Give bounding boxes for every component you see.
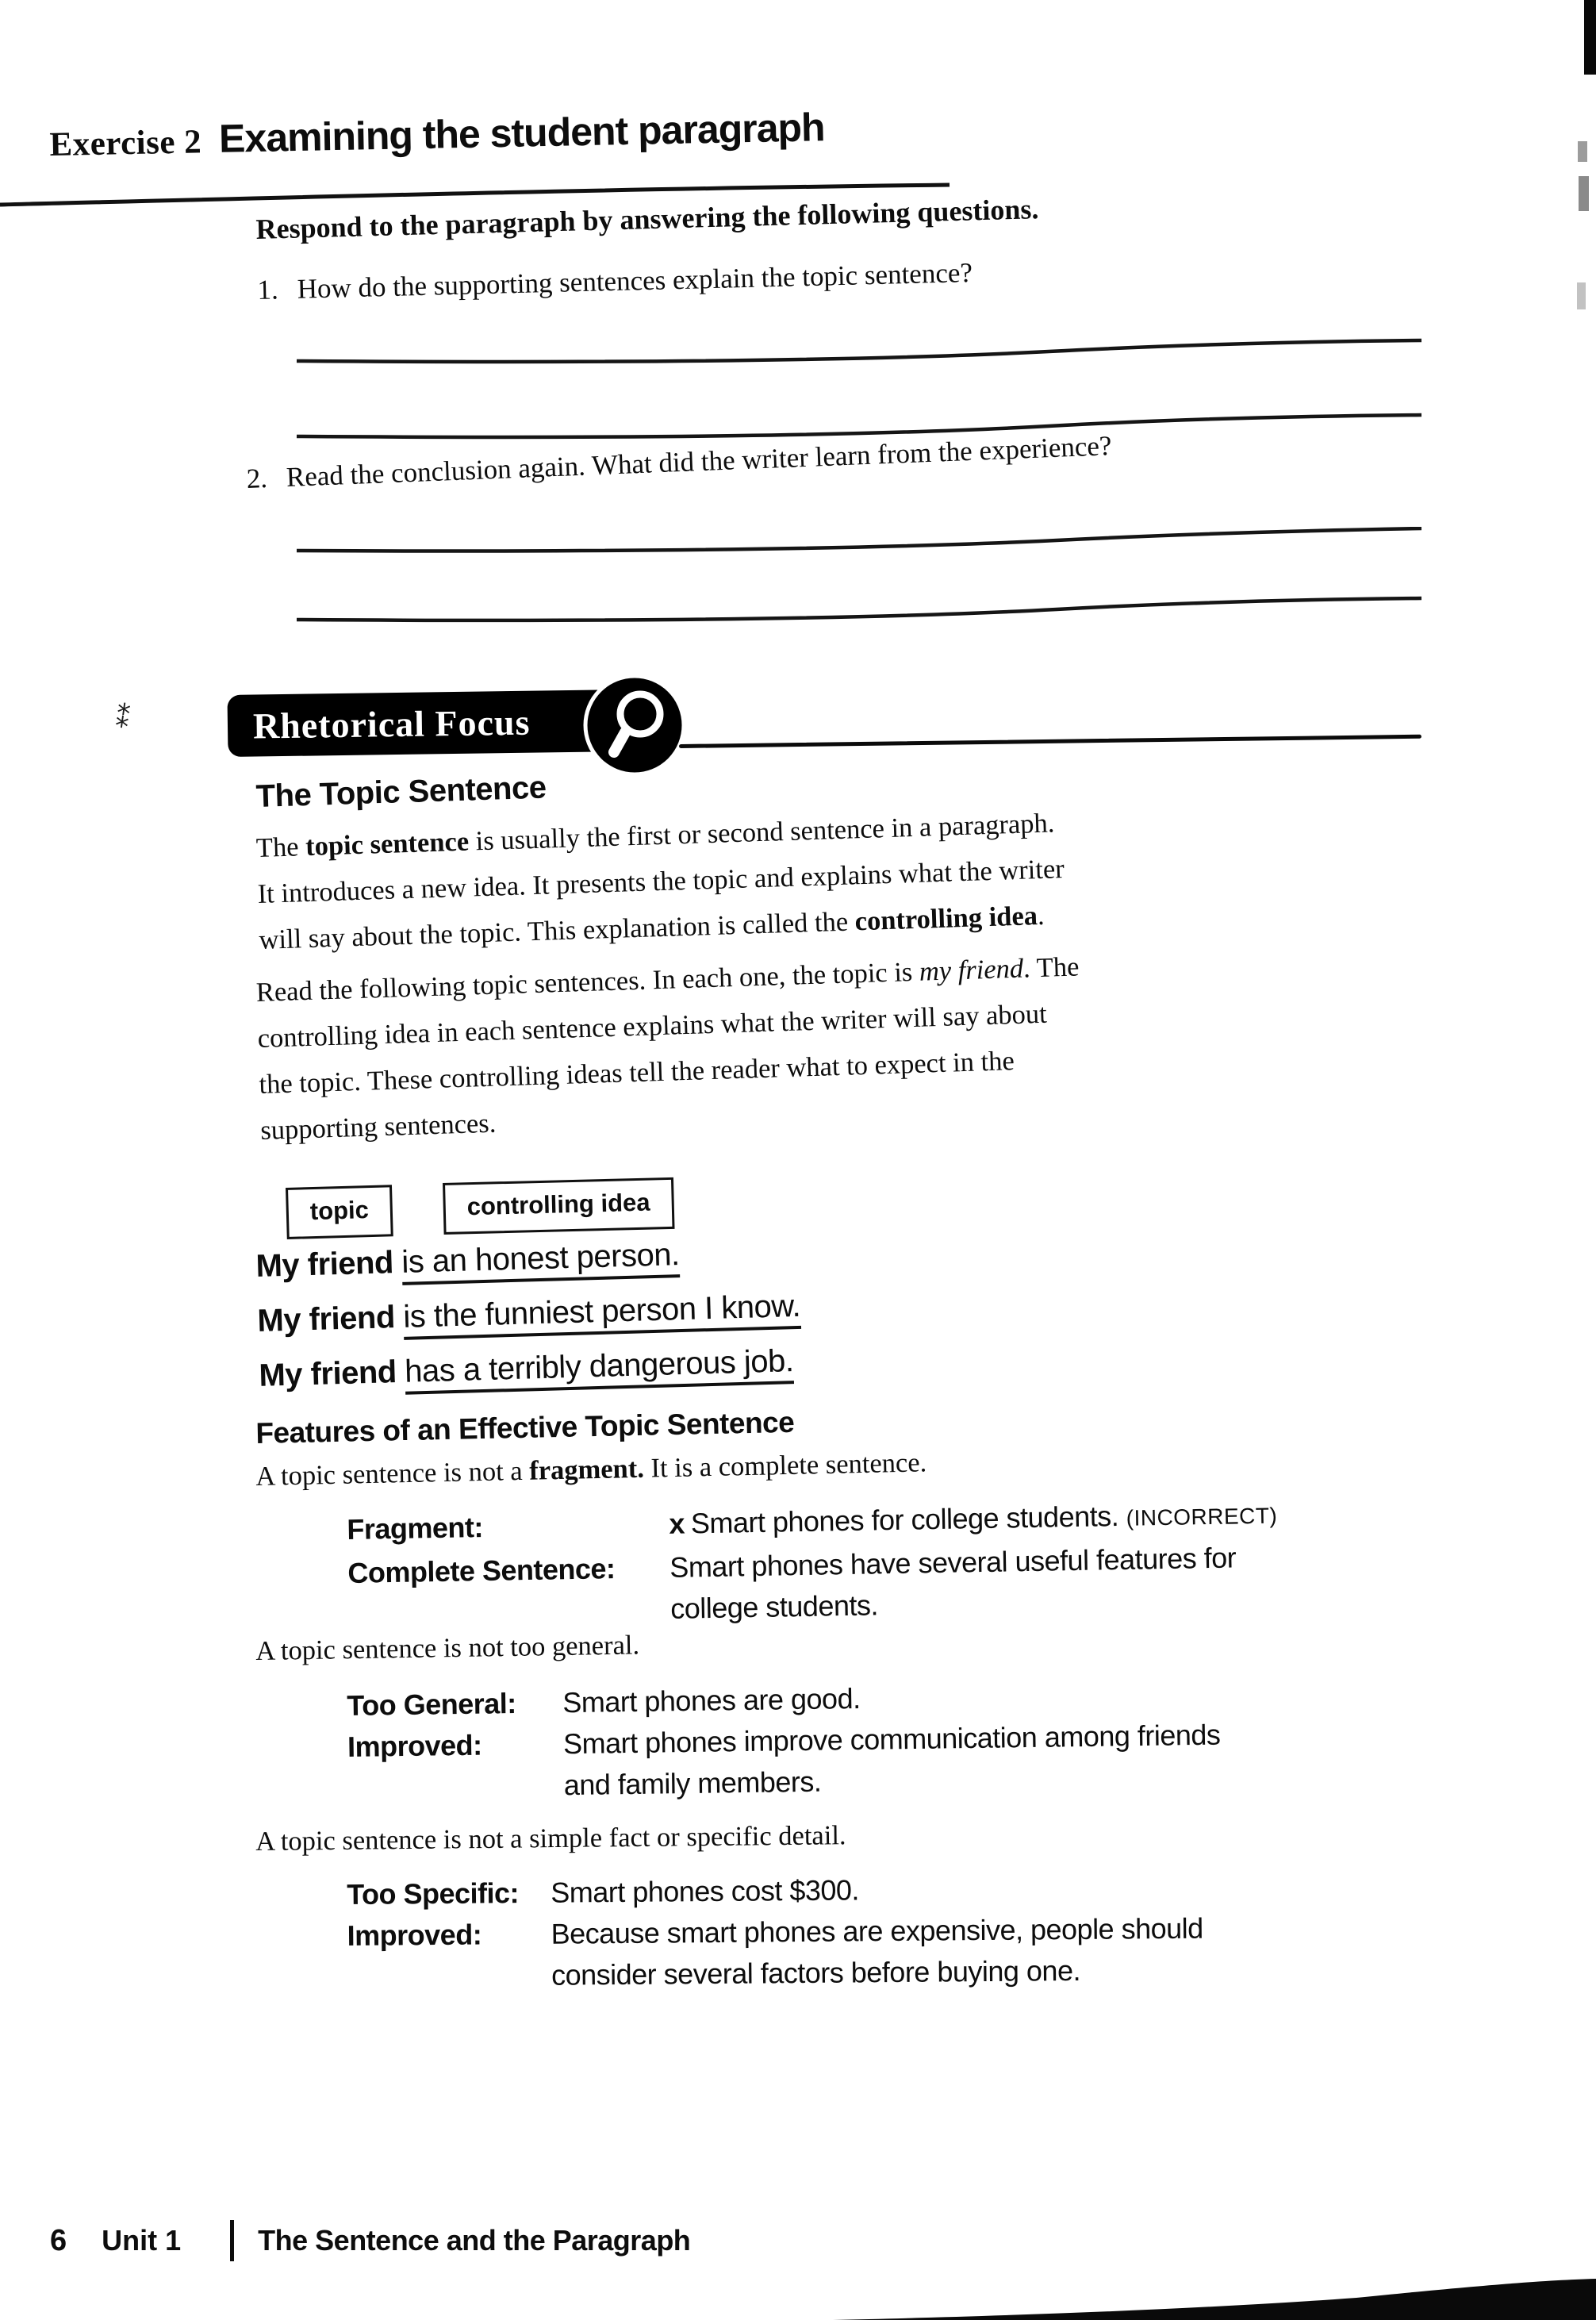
page-footer bbox=[50, 2220, 690, 2261]
example-predicate: is the funniest person I know. bbox=[403, 1289, 801, 1340]
example-sentence bbox=[257, 1289, 801, 1339]
lead-sentence-fragment: A topic sentence is not a fragment. It is a complete sentence. bbox=[255, 1447, 927, 1492]
controlling-idea-paragraph bbox=[255, 943, 1084, 1153]
exercise-header bbox=[49, 104, 825, 165]
page-curl-artifact bbox=[833, 2261, 1596, 2320]
rhetorical-focus-label: Rhetorical Focus bbox=[252, 701, 531, 747]
focus-rule bbox=[679, 735, 1421, 748]
footer-divider bbox=[230, 2220, 234, 2261]
controlling-idea-label-box: controlling idea bbox=[443, 1177, 674, 1235]
answer-line bbox=[295, 527, 1423, 555]
paragraph-line: controlling idea in each sentence explains what the writer will say about bbox=[257, 998, 1048, 1054]
example-subject: My friend bbox=[255, 1244, 403, 1284]
lead-sentence-general: A topic sentence is not too general. bbox=[255, 1630, 640, 1666]
magnifier-icon bbox=[582, 673, 687, 778]
term-value: Because smart phones are expensive, people should consider several factors before buying one. bbox=[551, 1911, 1203, 1992]
question-1-number: 1. bbox=[257, 274, 279, 305]
label-boxes bbox=[286, 1177, 674, 1239]
book-title: The Sentence and the Paragraph bbox=[258, 2224, 691, 2257]
term-value: Smart phones improve communication among friends and family members. bbox=[562, 1718, 1221, 1802]
scan-edge-artifact bbox=[1584, 0, 1596, 75]
example-predicate: has a terribly dangerous job. bbox=[405, 1343, 794, 1395]
paragraph-line: supporting sentences. bbox=[259, 1108, 497, 1146]
term-value: Smart phones have several useful features for college students. bbox=[669, 1541, 1237, 1625]
lead-sentence-specific: A topic sentence is not a simple fact or specific detail. bbox=[255, 1820, 846, 1857]
unit-label: Unit 1 bbox=[102, 2224, 182, 2257]
paragraph-line: It introduces a new idea. It presents the topic and explains what the writer bbox=[257, 854, 1065, 909]
example-subject: My friend bbox=[256, 1299, 404, 1339]
term-label: Improved: bbox=[347, 1918, 482, 1952]
fragment-definition-list bbox=[347, 1493, 1279, 1635]
section-title: The Topic Sentence bbox=[255, 770, 547, 814]
x-mark: x bbox=[669, 1507, 685, 1540]
example-predicate: is an honest person. bbox=[401, 1237, 681, 1285]
topic-label-box: topic bbox=[286, 1185, 393, 1239]
page-number: 6 bbox=[50, 2223, 67, 2257]
scan-edge-artifact bbox=[1577, 282, 1586, 309]
paragraph-line: The topic sentence is usually the first or second sentence in a paragraph. bbox=[255, 808, 1055, 863]
question-2-number: 2. bbox=[246, 462, 268, 494]
specific-definition-list bbox=[347, 1867, 1203, 1998]
general-definition-list bbox=[347, 1673, 1221, 1809]
term-value: Smart phones cost $300. bbox=[551, 1873, 860, 1909]
answer-line bbox=[295, 338, 1423, 367]
term-value: Smart phones are good. bbox=[562, 1681, 861, 1719]
exercise-title: Examining the student paragraph bbox=[218, 105, 826, 161]
example-subject: My friend bbox=[258, 1354, 405, 1393]
example-sentence bbox=[259, 1343, 803, 1394]
term-label: Complete Sentence: bbox=[347, 1552, 616, 1589]
term-label: Too General: bbox=[347, 1687, 516, 1722]
term-label: Improved: bbox=[347, 1728, 482, 1763]
intro-instruction: Respond to the paragraph by answering the following questions. bbox=[255, 193, 1039, 245]
incorrect-note: (INCORRECT) bbox=[1126, 1503, 1278, 1531]
topic-sentence-paragraph bbox=[255, 800, 1066, 963]
answer-line bbox=[295, 595, 1423, 624]
example-sentence bbox=[255, 1234, 800, 1285]
term-label: Too Specific: bbox=[347, 1876, 520, 1911]
paragraph-line: will say about the topic. This explanation is called the controlling idea. bbox=[258, 900, 1045, 955]
paragraph-line: Read the following topic sentences. In each one, the topic is my friend. The bbox=[255, 951, 1080, 1008]
exercise-number-label: Exercise 2 bbox=[49, 123, 202, 164]
term-value: x Smart phones for college students. (INCORRECT) bbox=[669, 1499, 1278, 1540]
question-1 bbox=[257, 257, 973, 306]
question-1-text: How do the supporting sentences explain the topic sentence? bbox=[297, 256, 973, 305]
example-sentences bbox=[255, 1234, 803, 1413]
scan-ornament-mark: ⁑ bbox=[113, 703, 132, 735]
answer-line bbox=[295, 413, 1423, 441]
scan-edge-artifact bbox=[1579, 176, 1589, 211]
question-2-text: Read the conclusion again. What did the writer learn from the experience? bbox=[286, 430, 1113, 494]
term-label: Fragment: bbox=[347, 1511, 484, 1546]
paragraph-line: the topic. These controlling ideas tell the reader what to expect in the bbox=[258, 1046, 1015, 1100]
features-title: Features of an Effective Topic Sentence bbox=[255, 1405, 795, 1450]
scan-edge-artifact bbox=[1578, 141, 1587, 162]
